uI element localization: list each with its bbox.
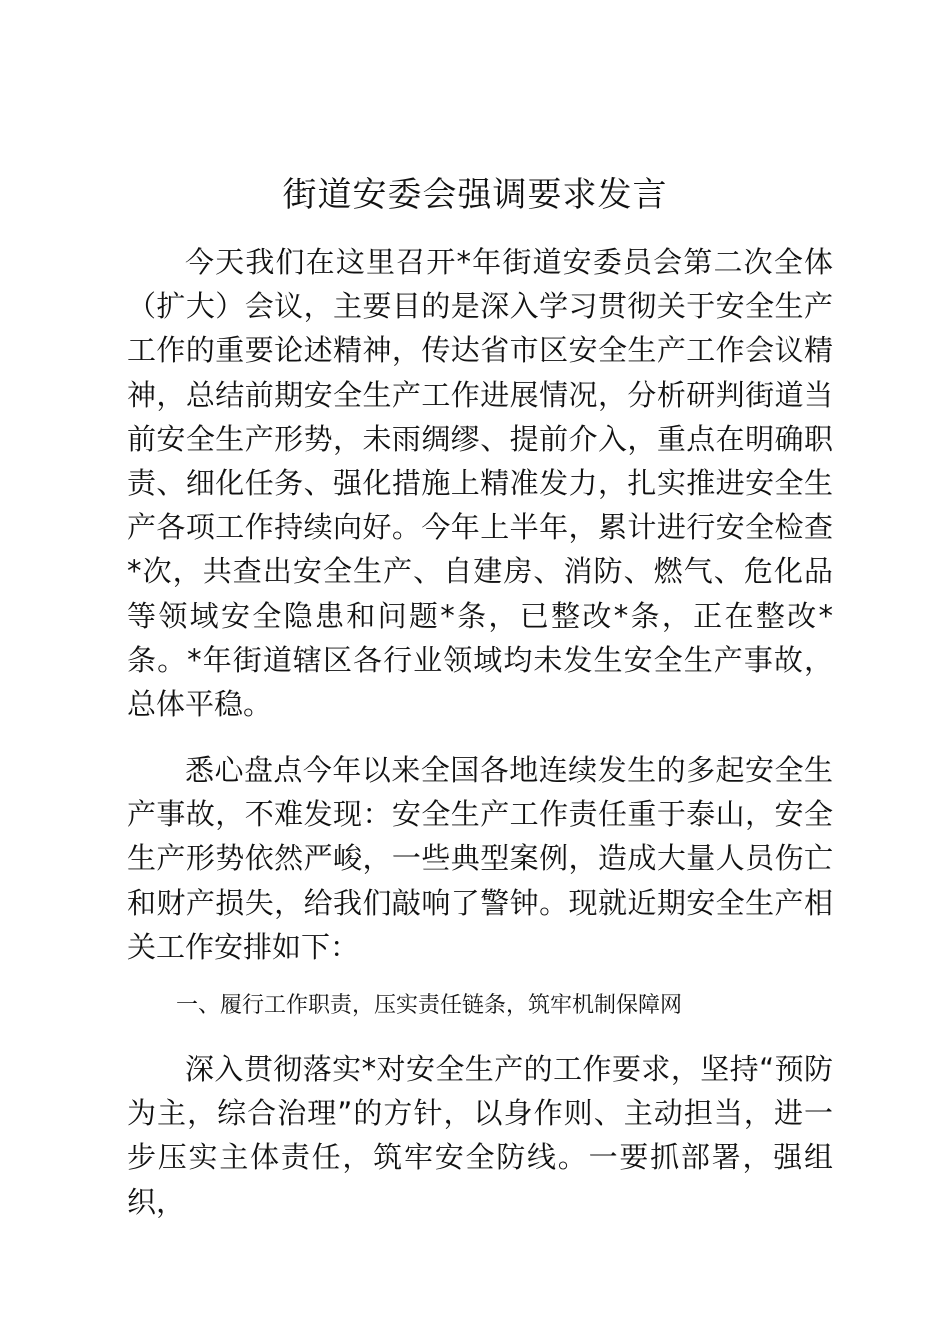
section-heading-1: 一、履行工作职责，压实责任链条，筑牢机制保障网 xyxy=(176,993,683,1018)
paragraph-section-1: 深入贯彻落实*对安全生产的工作要求，坚持“预防为主，综合治理”的方针，以身作则、主动担当，进一步压实主体责任，筑牢安全防线。一要抓部署，强组织， xyxy=(127,1052,833,1219)
document-title: 街道安委会强调要求发言 xyxy=(282,175,668,215)
paragraph-opening: 今天我们在这里召开*年街道安委员会第二次全体（扩大）会议，主要目的是深入学习贯彻关于安全生产工作的重要论述精神，传达省市区安全生产工作会议精神，总结前期安全生产工作进展情况，分析研判街道当前安全生产形势，未雨绸缪、提前介入，重点在明确职责、细化任务、强化措施上精准发力，扎实推进安全生产各项工作持续向好。今年上半年，累计进行安全检查*次，共查出安全生产、自建房、消防、燃气、危化品等领域安全隐患和问题*条，已整改*条，正在整改*条。*年街道辖区各行业领域均未发生安全生产事故，总体平稳。 xyxy=(127,245,833,722)
paragraph-situation: 悉心盘点今年以来全国各地连续发生的多起安全生产事故，不难发现：安全生产工作责任重于泰山，安全生产形势依然严峻，一些典型案例，造成大量人员伤亡和财产损失，给我们敲响了警钟。现就近期安全生产相关工作安排如下： xyxy=(127,753,833,964)
